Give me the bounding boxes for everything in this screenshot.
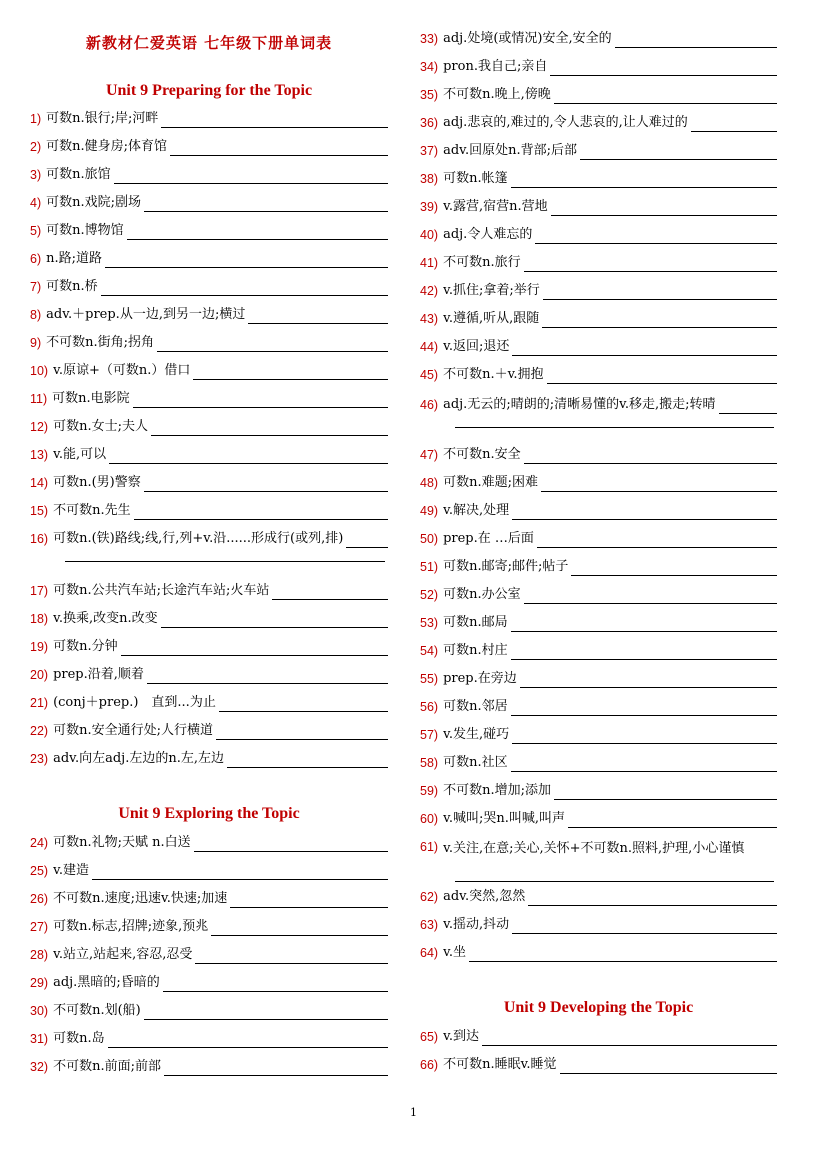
- answer-blank[interactable]: [511, 701, 777, 716]
- word-entry: [30, 918, 388, 936]
- answer-blank[interactable]: [543, 285, 777, 300]
- entry-definition: 可数n.礼物;天赋 n.白送: [53, 835, 191, 850]
- answer-blank[interactable]: [272, 585, 388, 600]
- entry-number: 35): [420, 88, 439, 102]
- entry-number: 30): [30, 1004, 49, 1018]
- entry-number: 51): [420, 560, 439, 574]
- answer-blank[interactable]: [144, 197, 388, 212]
- word-entry: [420, 366, 777, 384]
- entry-number: 34): [420, 60, 439, 74]
- word-entry: [30, 502, 388, 520]
- word-entry: [30, 306, 388, 324]
- entry-definition: v.返回;退还: [443, 339, 510, 354]
- page-number: 1: [410, 1106, 417, 1119]
- entry-definition: 不可数n.前面;前部: [53, 1059, 161, 1074]
- entry-number: 55): [420, 672, 439, 686]
- answer-blank[interactable]: [537, 533, 777, 548]
- entry-definition: 可数n.女士;夫人: [53, 419, 148, 434]
- entry-number: 6): [30, 252, 42, 266]
- answer-blank[interactable]: [65, 560, 385, 562]
- entry-definition: 可数n.桥: [46, 279, 98, 294]
- entry-number: 17): [30, 584, 49, 598]
- word-entry: [420, 474, 777, 492]
- word-entry: [420, 86, 777, 104]
- entry-number: 10): [30, 364, 49, 378]
- word-entry: [420, 198, 777, 216]
- entry-number: 45): [420, 368, 439, 382]
- entry-definition: adv.突然,忽然: [443, 889, 526, 904]
- word-entry: [420, 282, 777, 300]
- answer-blank[interactable]: [554, 89, 777, 104]
- word-entry: [420, 114, 777, 132]
- word-entry: [30, 722, 388, 740]
- entry-definition: 可数n.健身房;体育馆: [46, 139, 168, 154]
- entry-definition: 不可数n.速度;迅速v.快速;加速: [53, 891, 228, 906]
- entry-number: 53): [420, 616, 439, 630]
- entry-definition: adv.回原处n.背部;后部: [443, 143, 577, 158]
- entry-number: 66): [420, 1058, 439, 1072]
- entry-definition: 可数n.(男)警察: [53, 475, 141, 490]
- answer-blank[interactable]: [211, 921, 388, 936]
- entry-number: 61): [420, 840, 439, 854]
- answer-blank[interactable]: [535, 229, 777, 244]
- answer-blank[interactable]: [550, 61, 777, 76]
- entry-definition: v.建造: [53, 863, 90, 878]
- entry-number: 19): [30, 640, 49, 654]
- entry-definition: adj.黑暗的;昏暗的: [53, 975, 160, 990]
- entry-number: 7): [30, 280, 42, 294]
- answer-blank[interactable]: [164, 1061, 388, 1076]
- word-entry: [30, 250, 388, 268]
- entry-definition: 可数n.邮局: [443, 615, 508, 630]
- word-entry: [420, 30, 777, 48]
- entry-number: 15): [30, 504, 49, 518]
- word-entry: [420, 170, 777, 188]
- answer-blank[interactable]: [161, 613, 388, 628]
- word-entry: [30, 862, 388, 880]
- entry-definition: 可数n.邻居: [443, 699, 508, 714]
- word-entry: [420, 396, 777, 414]
- entry-number: 57): [420, 728, 439, 742]
- entry-number: 65): [420, 1030, 439, 1044]
- word-entry: [420, 254, 777, 272]
- answer-blank[interactable]: [170, 141, 388, 156]
- answer-blank[interactable]: [482, 1031, 777, 1046]
- word-entry: [30, 110, 388, 128]
- word-entry: [420, 754, 777, 772]
- word-entry: [30, 750, 388, 768]
- word-entry: [420, 558, 777, 576]
- word-entry: [420, 502, 777, 520]
- entry-definition: adj.悲哀的,难过的,令人悲哀的,让人难过的: [443, 115, 688, 130]
- entry-definition: 不可数n.先生: [53, 503, 131, 518]
- word-entry: [30, 1058, 388, 1076]
- word-entry: [420, 782, 777, 800]
- answer-blank[interactable]: [144, 477, 388, 492]
- entry-number: 31): [30, 1032, 49, 1046]
- answer-blank[interactable]: [524, 257, 777, 272]
- answer-blank[interactable]: [511, 645, 777, 660]
- word-entry: [420, 726, 777, 744]
- word-entry: [30, 946, 388, 964]
- entry-number: 41): [420, 256, 439, 270]
- word-entry: [420, 226, 777, 244]
- answer-blank[interactable]: [151, 421, 388, 436]
- word-entry: [420, 670, 777, 688]
- entry-definition: 可数n.标志,招牌;迹象,预兆: [53, 919, 209, 934]
- word-entry: [420, 944, 777, 962]
- entry-definition: 可数n.难题;困难: [443, 475, 538, 490]
- word-entry: [30, 890, 388, 908]
- word-entry: [30, 334, 388, 352]
- answer-blank[interactable]: [163, 977, 388, 992]
- answer-blank[interactable]: [114, 169, 388, 184]
- entry-definition: v.抓住;拿着;举行: [443, 283, 540, 298]
- entry-number: 14): [30, 476, 49, 490]
- answer-blank[interactable]: [528, 891, 777, 906]
- entry-number: 46): [420, 398, 439, 412]
- answer-blank[interactable]: [568, 813, 777, 828]
- entry-definition: 可数n.帐篷: [443, 171, 508, 186]
- word-entry: [30, 1002, 388, 1020]
- entry-number: 47): [420, 448, 439, 462]
- answer-blank[interactable]: [512, 505, 777, 520]
- entry-definition: v.摇动,抖动: [443, 917, 510, 932]
- entry-number: 22): [30, 724, 49, 738]
- entry-number: 29): [30, 976, 49, 990]
- word-entry: [30, 418, 388, 436]
- answer-blank[interactable]: [541, 477, 777, 492]
- answer-blank[interactable]: [92, 865, 388, 880]
- word-entry: [420, 838, 777, 860]
- word-entry: [420, 446, 777, 464]
- entry-number: 52): [420, 588, 439, 602]
- entry-definition: v.换乘,改变n.改变: [53, 611, 158, 626]
- answer-blank[interactable]: [512, 729, 777, 744]
- entry-definition: 不可数n.＋v.拥抱: [443, 367, 544, 382]
- entry-definition: v.关注,在意;关心,关怀+不可数n.照料,护理,小心谨慎: [443, 841, 745, 856]
- answer-blank[interactable]: [216, 725, 388, 740]
- entry-definition: 不可数n.增加;添加: [443, 783, 551, 798]
- answer-blank[interactable]: [157, 337, 388, 352]
- entry-number: 1): [30, 112, 42, 126]
- entry-number: 4): [30, 196, 42, 210]
- entry-number: 64): [420, 946, 439, 960]
- answer-blank[interactable]: [248, 309, 388, 324]
- answer-blank[interactable]: [511, 757, 777, 772]
- word-entry: [420, 1028, 777, 1046]
- word-entry: [30, 638, 388, 656]
- answer-blank[interactable]: [719, 399, 777, 414]
- answer-blank[interactable]: [551, 201, 777, 216]
- word-entry: [420, 586, 777, 604]
- entry-number: 40): [420, 228, 439, 242]
- answer-blank[interactable]: [161, 113, 388, 128]
- entry-definition: 可数n.村庄: [443, 643, 508, 658]
- answer-blank[interactable]: [547, 369, 777, 384]
- page-title: 新教材仁爱英语 七年级下册单词表: [85, 34, 333, 52]
- entry-number: 50): [420, 532, 439, 546]
- entry-number: 16): [30, 532, 49, 546]
- entry-definition: 可数n.(铁)路线;线,行,列+v.沿......形成行(或列,排): [53, 531, 344, 546]
- entry-definition: 可数n.旅馆: [46, 167, 111, 182]
- answer-blank[interactable]: [469, 947, 777, 962]
- answer-blank[interactable]: [227, 753, 388, 768]
- answer-blank[interactable]: [133, 393, 388, 408]
- word-entry: [420, 142, 777, 160]
- entry-number: 20): [30, 668, 49, 682]
- word-entry: [30, 390, 388, 408]
- entry-definition: 不可数n.街角;拐角: [46, 335, 155, 350]
- entry-number: 39): [420, 200, 439, 214]
- answer-blank[interactable]: [524, 449, 777, 464]
- entry-number: 12): [30, 420, 49, 434]
- entry-definition: v.喊叫;哭n.叫喊,叫声: [443, 811, 566, 826]
- word-entry: [30, 278, 388, 296]
- answer-blank[interactable]: [101, 281, 388, 296]
- answer-blank[interactable]: [230, 893, 388, 908]
- answer-blank[interactable]: [121, 641, 388, 656]
- entry-number: 33): [420, 32, 439, 46]
- word-entry: [420, 916, 777, 934]
- entry-definition: pron.我自己;亲自: [443, 59, 548, 74]
- entry-number: 26): [30, 892, 49, 906]
- entry-definition: v.发生,碰巧: [443, 727, 510, 742]
- word-entry: [420, 310, 777, 328]
- answer-blank[interactable]: [219, 697, 388, 712]
- entry-definition: prep.沿着,顺着: [53, 667, 144, 682]
- entry-number: 56): [420, 700, 439, 714]
- entry-definition: 可数n.岛: [53, 1031, 105, 1046]
- entry-definition: v.原谅+（可数n.）借口: [53, 363, 191, 378]
- entry-number: 37): [420, 144, 439, 158]
- word-entry: [30, 474, 388, 492]
- entry-number: 23): [30, 752, 49, 766]
- entry-number: 24): [30, 836, 49, 850]
- word-entry: [420, 58, 777, 76]
- word-entry: [30, 1030, 388, 1048]
- word-entry: [30, 530, 388, 548]
- word-entry: [30, 194, 388, 212]
- answer-blank[interactable]: [554, 785, 777, 800]
- entry-number: 43): [420, 312, 439, 326]
- entry-definition: prep.在旁边: [443, 671, 517, 686]
- entry-definition: v.站立,站起来,容忍,忍受: [53, 947, 193, 962]
- entry-number: 5): [30, 224, 42, 238]
- word-entry: [30, 610, 388, 628]
- entry-number: 18): [30, 612, 49, 626]
- answer-blank[interactable]: [560, 1059, 777, 1074]
- word-entry: [420, 888, 777, 906]
- entry-number: 13): [30, 448, 49, 462]
- entry-number: 63): [420, 918, 439, 932]
- section-heading-developing: Unit 9 Developing the Topic: [503, 999, 694, 1016]
- word-entry: [420, 1056, 777, 1074]
- answer-blank[interactable]: [108, 1033, 388, 1048]
- entry-definition: adv.向左adj.左边的n.左,左边: [53, 751, 224, 766]
- word-entry: [30, 138, 388, 156]
- word-entry: [420, 338, 777, 356]
- entry-number: 3): [30, 168, 42, 182]
- entry-definition: 不可数n.安全: [443, 447, 521, 462]
- entry-definition: 不可数n.睡眠v.睡觉: [443, 1057, 557, 1072]
- entry-definition: 可数n.邮寄;邮件;帖子: [443, 559, 569, 574]
- answer-blank[interactable]: [455, 880, 774, 882]
- entry-number: 58): [420, 756, 439, 770]
- entry-definition: 可数n.安全通行处;人行横道: [53, 723, 213, 738]
- entry-definition: 不可数n.旅行: [443, 255, 521, 270]
- entry-definition: v.解决,处理: [443, 503, 510, 518]
- entry-definition: 可数n.戏院;剧场: [46, 195, 142, 210]
- answer-blank[interactable]: [144, 1005, 388, 1020]
- answer-blank[interactable]: [455, 426, 774, 428]
- answer-blank[interactable]: [542, 313, 777, 328]
- entry-number: 2): [30, 140, 42, 154]
- entry-definition: 可数n.社区: [443, 755, 508, 770]
- answer-blank[interactable]: [346, 533, 388, 548]
- entry-definition: v.坐: [443, 945, 467, 960]
- entry-number: 42): [420, 284, 439, 298]
- entry-definition: 可数n.博物馆: [46, 223, 124, 238]
- entry-number: 54): [420, 644, 439, 658]
- word-entry: [30, 974, 388, 992]
- entry-definition: adj.令人难忘的: [443, 227, 533, 242]
- entry-definition: 可数n.电影院: [52, 391, 130, 406]
- answer-blank[interactable]: [511, 173, 777, 188]
- entry-definition: adv.＋prep.从一边,到另一边;横过: [46, 307, 246, 322]
- entry-number: 48): [420, 476, 439, 490]
- answer-blank[interactable]: [127, 225, 388, 240]
- entry-definition: 可数n.公共汽车站;长途汽车站;火车站: [53, 583, 270, 598]
- answer-blank[interactable]: [512, 341, 777, 356]
- answer-blank[interactable]: [193, 365, 388, 380]
- word-entry: [30, 166, 388, 184]
- entry-number: 25): [30, 864, 49, 878]
- word-entry: [30, 582, 388, 600]
- entry-number: 21): [30, 696, 49, 710]
- word-entry: [30, 666, 388, 684]
- answer-blank[interactable]: [520, 673, 777, 688]
- section-heading-preparing: Unit 9 Preparing for the Topic: [105, 82, 313, 99]
- answer-blank[interactable]: [194, 837, 388, 852]
- entry-number: 60): [420, 812, 439, 826]
- word-entry: [30, 834, 388, 852]
- entry-definition: v.到达: [443, 1029, 480, 1044]
- word-entry: [30, 362, 388, 380]
- answer-blank[interactable]: [580, 145, 777, 160]
- entry-definition: 不可数n.划(船): [53, 1003, 141, 1018]
- answer-blank[interactable]: [571, 561, 777, 576]
- entry-definition: v.遵循,听从,跟随: [443, 311, 540, 326]
- entry-definition: adj.处境(或情况)安全,安全的: [443, 31, 612, 46]
- answer-blank[interactable]: [134, 505, 388, 520]
- word-entry: [420, 614, 777, 632]
- entry-definition: 可数n.分钟: [53, 639, 118, 654]
- word-entry: [30, 222, 388, 240]
- entry-number: 49): [420, 504, 439, 518]
- entry-definition: v.露营,宿营n.营地: [443, 199, 548, 214]
- answer-blank[interactable]: [691, 117, 777, 132]
- answer-blank[interactable]: [511, 617, 777, 632]
- entry-number: 28): [30, 948, 49, 962]
- entry-number: 62): [420, 890, 439, 904]
- entry-number: 27): [30, 920, 49, 934]
- entry-number: 9): [30, 336, 42, 350]
- answer-blank[interactable]: [615, 33, 777, 48]
- answer-blank[interactable]: [512, 919, 777, 934]
- answer-blank[interactable]: [195, 949, 388, 964]
- entry-definition: 可数n.办公室: [443, 587, 521, 602]
- word-entry: [420, 642, 777, 660]
- section-heading-exploring: Unit 9 Exploring the Topic: [118, 805, 300, 822]
- word-entry: [420, 810, 777, 828]
- answer-blank[interactable]: [109, 449, 388, 464]
- entry-definition: n.路;道路: [46, 251, 103, 266]
- entry-number: 36): [420, 116, 439, 130]
- entry-definition: 不可数n.晚上,傍晚: [443, 87, 551, 102]
- entry-definition: adj.无云的;晴朗的;清晰易懂的v.移走,搬走;转晴: [443, 397, 716, 412]
- answer-blank[interactable]: [524, 589, 777, 604]
- entry-number: 59): [420, 784, 439, 798]
- entry-definition: 可数n.银行;岸;河畔: [46, 111, 159, 126]
- word-entry: [30, 694, 388, 712]
- answer-blank[interactable]: [147, 669, 388, 684]
- word-entry: [420, 530, 777, 548]
- entry-number: 38): [420, 172, 439, 186]
- word-entry: [30, 446, 388, 464]
- entry-definition: (conj＋prep.) 直到...为止: [53, 695, 216, 710]
- entry-number: 11): [30, 392, 48, 406]
- entry-number: 44): [420, 340, 439, 354]
- answer-blank[interactable]: [105, 253, 388, 268]
- entry-number: 8): [30, 308, 42, 322]
- entry-definition: prep.在 …后面: [443, 531, 534, 546]
- entry-definition: v.能,可以: [53, 447, 107, 462]
- entry-number: 32): [30, 1060, 49, 1074]
- word-entry: [420, 698, 777, 716]
